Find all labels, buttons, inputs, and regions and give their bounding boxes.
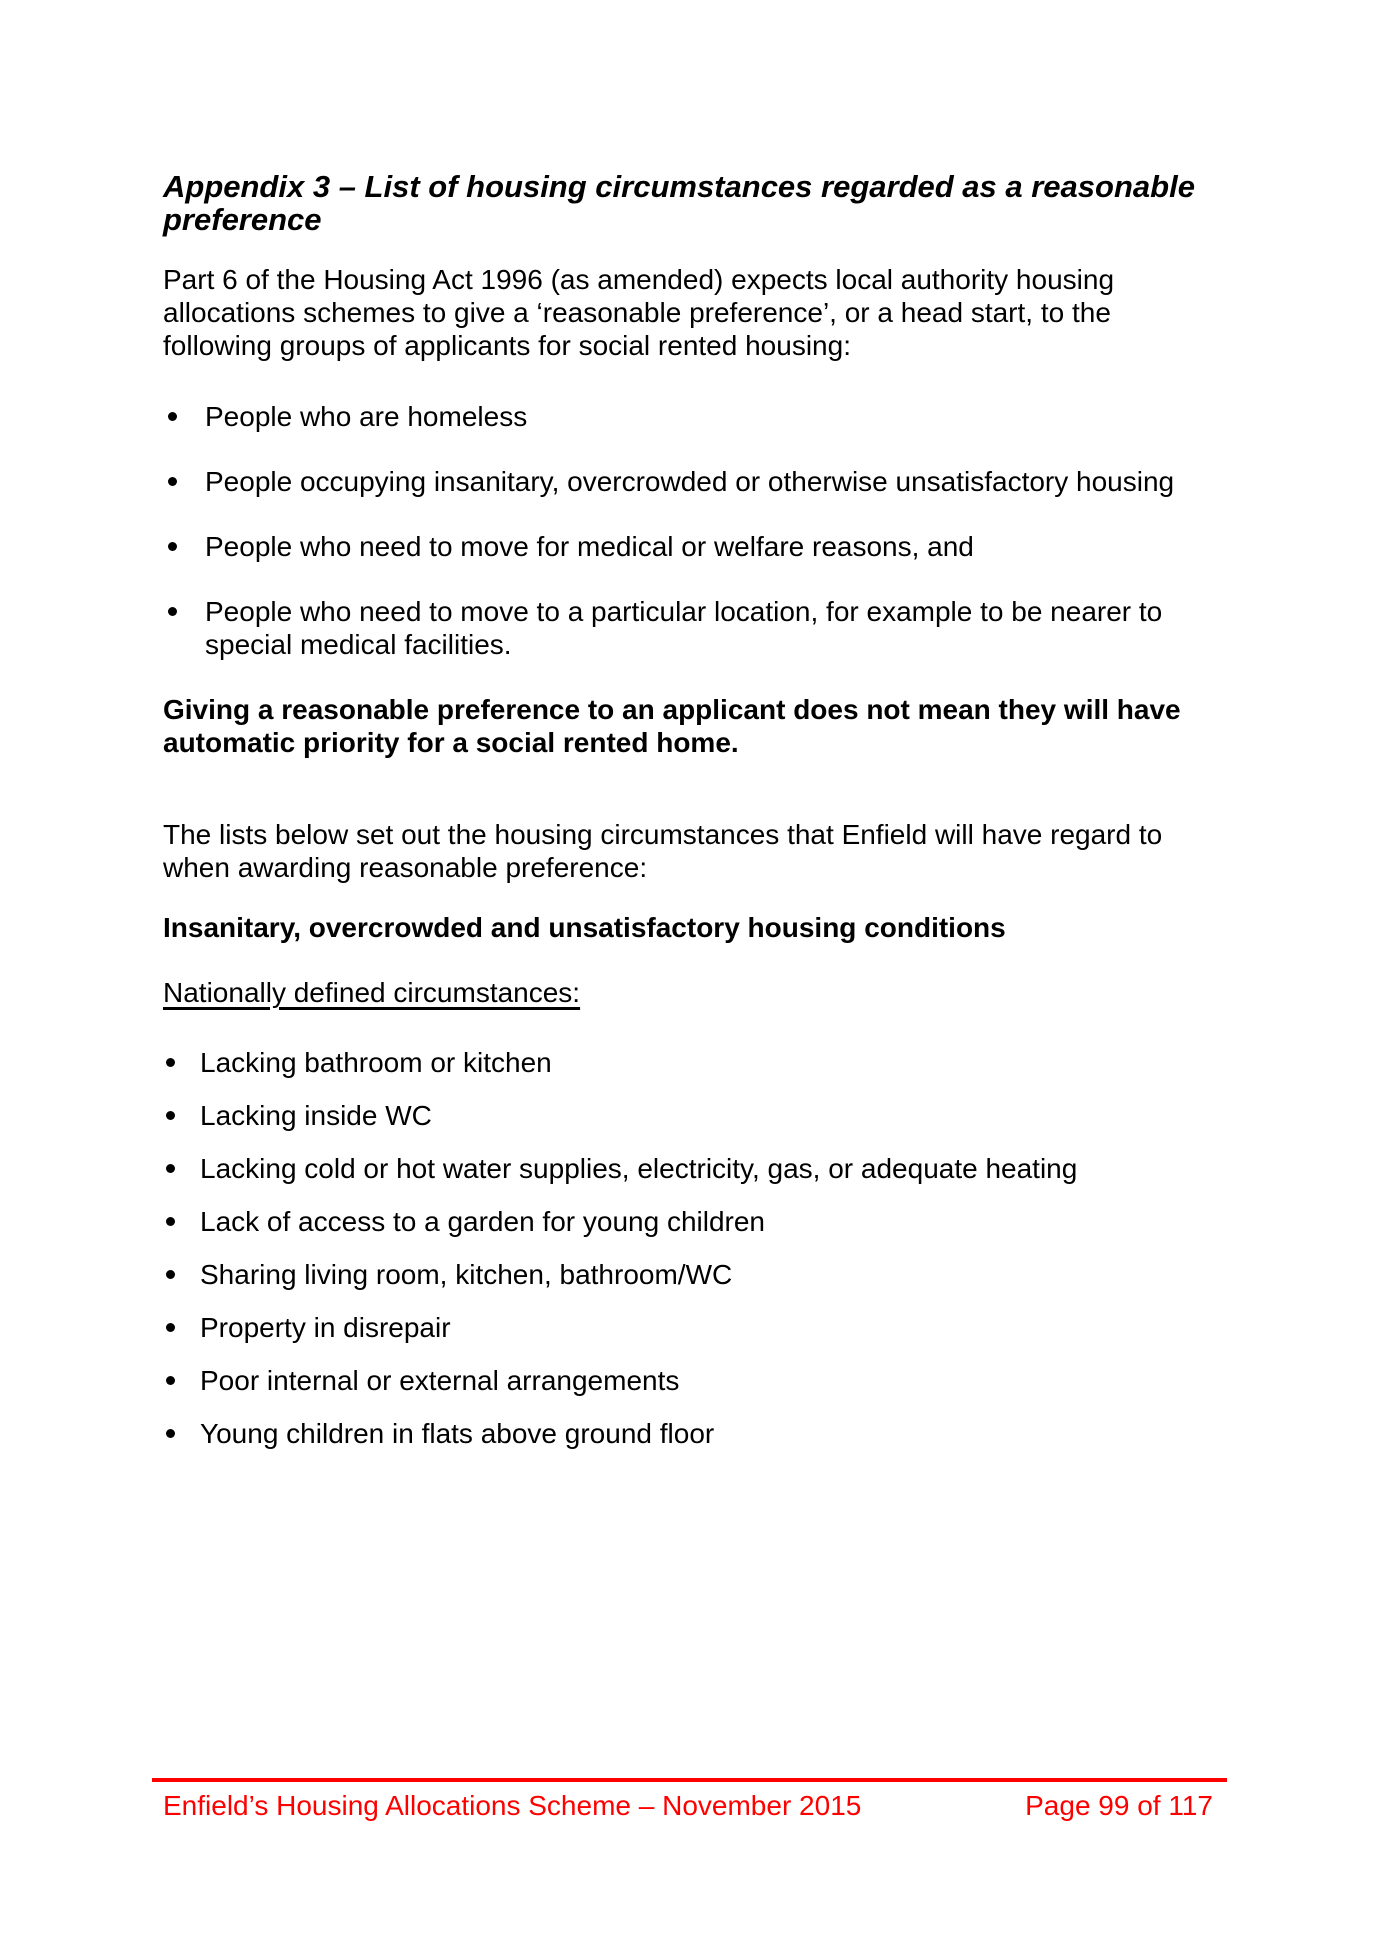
document-title-line: preference <box>163 202 322 237</box>
preference-groups-list <box>163 400 1233 661</box>
list-item <box>163 400 1233 433</box>
list-item <box>163 465 1233 498</box>
bullet-icon <box>166 1270 175 1279</box>
bullet-icon <box>166 1323 175 1332</box>
footer-divider-rule <box>152 1778 1227 1782</box>
intro-paragraph-line: Part 6 of the Housing Act 1996 (as amended) expects local authority housing <box>163 264 1115 295</box>
list-item <box>163 1417 1233 1450</box>
intro-paragraph-line: allocations schemes to give a ‘reasonable preference’, or a head start, to the <box>163 297 1111 328</box>
bold-note-paragraph <box>163 693 1233 759</box>
section-heading <box>163 911 1233 944</box>
subsection-heading <box>163 976 1233 1009</box>
footer <box>163 1789 1213 1822</box>
list-item <box>163 1099 1233 1132</box>
list-item <box>163 1205 1233 1238</box>
list-item <box>163 1152 1233 1185</box>
list-item-text: Lacking inside WC <box>200 1100 432 1131</box>
list-item-text: People occupying insanitary, overcrowded or otherwise unsatisfactory housing <box>205 466 1175 497</box>
national-circumstances-list <box>163 1046 1233 1450</box>
bullet-icon <box>166 1111 175 1120</box>
bold-note-line: Giving a reasonable preference to an applicant does not mean they will have <box>163 694 1181 725</box>
list-item-text: People who need to move for medical or welfare reasons, and <box>205 531 974 562</box>
list-item-text: Poor internal or external arrangements <box>200 1365 680 1396</box>
lists-intro-line: The lists below set out the housing circumstances that Enfield will have regard to <box>163 819 1163 850</box>
lists-intro-paragraph <box>163 818 1233 884</box>
document-title <box>163 170 1233 236</box>
bullet-icon <box>168 477 177 486</box>
list-item-text: Young children in flats above ground floor <box>200 1418 715 1449</box>
footer-document-name: Enfield’s Housing Allocations Scheme – November 2015 <box>163 1790 862 1821</box>
list-item <box>163 1258 1233 1291</box>
list-item-text: People who need to move to a particular location, for example to be nearer to <box>205 596 1163 627</box>
list-item-text: Lack of access to a garden for young children <box>200 1206 766 1237</box>
bullet-icon <box>166 1429 175 1438</box>
section-heading-text: Insanitary, overcrowded and unsatisfactory housing conditions <box>163 912 1006 943</box>
list-item-text: Lacking bathroom or kitchen <box>200 1047 552 1078</box>
bullet-icon <box>168 607 177 616</box>
intro-paragraph-line: following groups of applicants for social rented housing: <box>163 330 851 361</box>
subsection-heading-text: Nationally defined circumstances: <box>163 977 581 1008</box>
bold-note-line: automatic priority for a social rented home. <box>163 727 739 758</box>
list-item-text: People who are homeless <box>205 401 528 432</box>
list-item <box>163 1046 1233 1079</box>
list-item-text: Sharing living room, kitchen, bathroom/WC <box>200 1259 733 1290</box>
bullet-icon <box>168 412 177 421</box>
intro-paragraph <box>163 263 1233 362</box>
list-item <box>163 530 1233 563</box>
document-title-line: Appendix 3 – List of housing circumstances regarded as a reasonable <box>163 169 1195 204</box>
list-item <box>163 595 1233 661</box>
bullet-icon <box>166 1164 175 1173</box>
list-item <box>163 1364 1233 1397</box>
bullet-icon <box>166 1376 175 1385</box>
list-item <box>163 1311 1233 1344</box>
list-item-text: Lacking cold or hot water supplies, electricity, gas, or adequate heating <box>200 1153 1078 1184</box>
document-content <box>163 170 1233 1482</box>
bullet-icon <box>168 542 177 551</box>
bullet-icon <box>166 1217 175 1226</box>
lists-intro-line: when awarding reasonable preference: <box>163 852 648 883</box>
bullet-icon <box>166 1058 175 1067</box>
list-item-text: special medical facilities. <box>205 629 512 660</box>
footer-page-number: Page 99 of 117 <box>1025 1790 1213 1821</box>
list-item-text: Property in disrepair <box>200 1312 451 1343</box>
